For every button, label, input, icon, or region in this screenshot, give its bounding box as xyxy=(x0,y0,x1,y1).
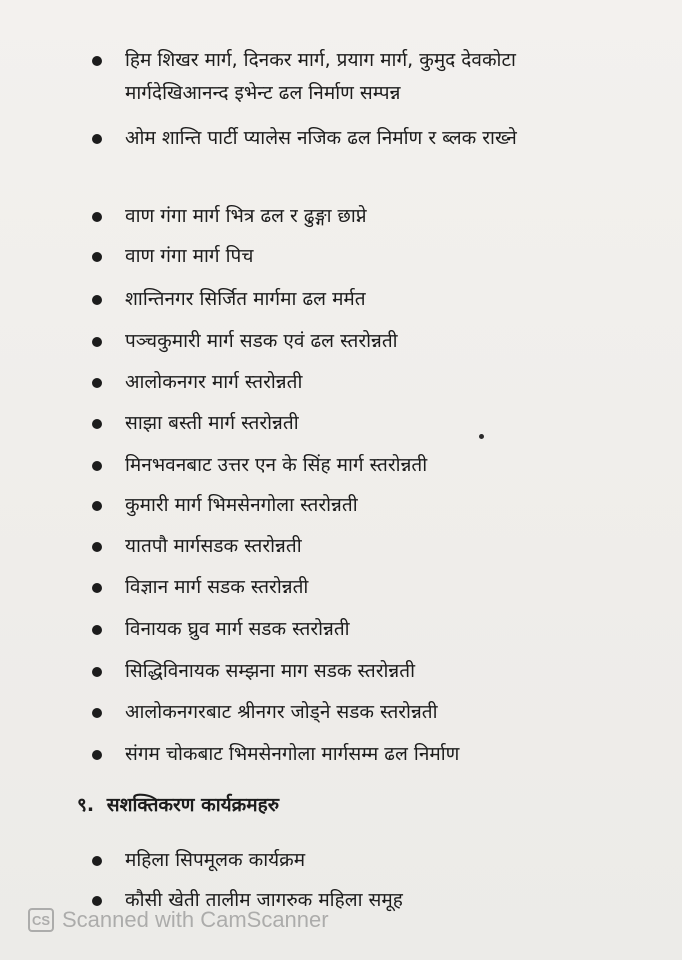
list-item xyxy=(92,844,592,877)
list-item-text: संगम चोकबाट भिमसेनगोला मार्गसम्म ढल निर्माण xyxy=(125,743,460,765)
bullet-icon xyxy=(92,419,102,429)
list-item-text: कौसी खेती तालीम जागरुक महिला समूह xyxy=(125,889,403,911)
list-item-text: वाण गंगा मार्ग भित्र ढल र ढुङ्गा छाप्ने xyxy=(125,205,367,227)
bullet-icon xyxy=(92,56,102,66)
list-item-text: साझा बस्ती मार्ग स्तरोन्नती xyxy=(125,412,299,434)
list-item-text: विनायक घ्रुव मार्ग सडक स्तरोन्नती xyxy=(125,618,350,640)
list-item xyxy=(92,489,592,522)
list-item xyxy=(92,283,592,316)
section-title: सशक्तिकरण कार्यक्रमहरु xyxy=(106,794,280,816)
watermark-text: Scanned with CamScanner xyxy=(62,907,329,932)
scanner-watermark xyxy=(28,907,329,933)
list-item xyxy=(92,655,592,688)
list-item-text: विज्ञान मार्ग सडक स्तरोन्नती xyxy=(125,576,309,598)
section-number: ९. xyxy=(77,794,95,816)
list-item-text: ओम शान्ति पार्टी प्यालेस नजिक ढल निर्माण र ब्लक राख्ने xyxy=(125,127,517,149)
bullet-icon xyxy=(92,212,102,222)
list-item xyxy=(92,696,592,729)
list-item-text: वाण गंगा मार्ग पिच xyxy=(125,245,254,267)
section-heading xyxy=(77,790,279,820)
bullet-icon xyxy=(92,501,102,511)
list-item xyxy=(92,240,592,273)
bullet-icon xyxy=(92,252,102,262)
bullet-icon xyxy=(92,625,102,635)
list-item xyxy=(92,571,592,604)
bullet-icon xyxy=(92,583,102,593)
list-item-text: महिला सिपमूलक कार्यक्रम xyxy=(125,849,306,871)
bullet-icon xyxy=(92,750,102,760)
list-item xyxy=(92,738,592,771)
list-item xyxy=(92,530,592,563)
bullet-icon xyxy=(92,542,102,552)
bullet-icon xyxy=(92,378,102,388)
list-item-text: आलोकनगरबाट श्रीनगर जोड्ने सडक स्तरोन्नती xyxy=(125,701,438,723)
list-item-text: सिद्धिविनायक सम्झना माग सडक स्तरोन्नती xyxy=(125,660,415,682)
bullet-icon xyxy=(92,708,102,718)
list-item-text: कुमारी मार्ग भिमसेनगोला स्तरोन्नती xyxy=(125,494,358,516)
bullet-icon xyxy=(92,461,102,471)
bullet-icon xyxy=(92,337,102,347)
bullet-icon xyxy=(92,134,102,144)
bullet-icon xyxy=(92,295,102,305)
list-item-text: हिम शिखर मार्ग, दिनकर मार्ग, प्रयाग मार्ग, कुमुद देवकोटा मार्गदेखिआनन्द इभेन्ट ढल निर्माण सम्पन्न xyxy=(125,49,516,104)
list-item-text: यातपौ मार्गसडक स्तरोन्नती xyxy=(125,535,302,557)
list-item-text: आलोकनगर मार्ग स्तरोन्नती xyxy=(125,371,303,393)
list-item-text: पञ्चकुमारी मार्ग सडक एवं ढल स्तरोन्नती xyxy=(125,330,398,352)
list-item xyxy=(92,449,592,482)
bullet-icon xyxy=(92,896,102,906)
camscanner-logo-icon: CS xyxy=(28,908,54,932)
list-item xyxy=(92,44,592,110)
list-item-text: मिनभवनबाट उत्तर एन के सिंह मार्ग स्तरोन्नती xyxy=(125,454,428,476)
list-item xyxy=(92,200,592,233)
list-item xyxy=(92,613,592,646)
ink-speck xyxy=(479,434,484,439)
list-item xyxy=(92,407,592,440)
list-item-text: शान्तिनगर सिर्जित मार्गमा ढल मर्मत xyxy=(125,288,366,310)
list-item xyxy=(92,366,592,399)
list-item xyxy=(92,122,592,155)
list-item xyxy=(92,325,592,358)
bullet-icon xyxy=(92,856,102,866)
bullet-icon xyxy=(92,667,102,677)
